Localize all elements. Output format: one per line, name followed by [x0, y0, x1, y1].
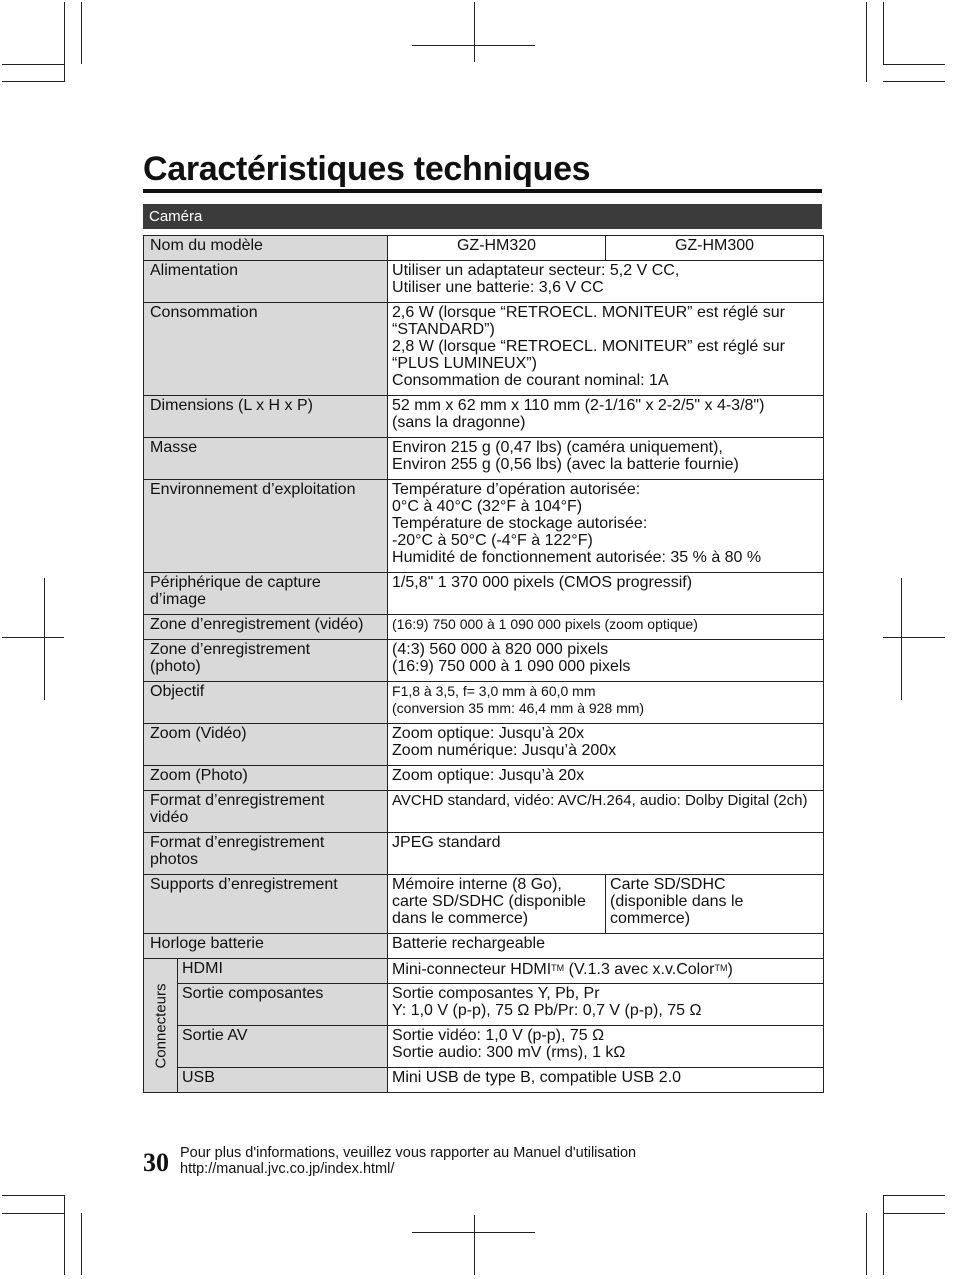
- value-line: Consommation de courant nominal: 1A: [392, 372, 669, 389]
- table-row: [144, 791, 824, 833]
- row-label: Nom du modèle: [144, 236, 388, 261]
- crop-mark: [883, 1213, 945, 1214]
- row-label: [144, 833, 388, 875]
- table-row: [144, 480, 824, 573]
- connectors-group: [144, 959, 178, 1093]
- value-text: (V.1.3 avec x.v.Color: [564, 961, 715, 978]
- crop-mark: [883, 2, 884, 64]
- crop-mark: [64, 1195, 65, 1275]
- row-value: [388, 303, 824, 396]
- row-label: [144, 640, 388, 682]
- value-line: 0°C à 40°C (32°F à 104°F): [392, 498, 583, 515]
- value-line: (conversion 35 mm: 46,4 mm à 928 mm): [392, 700, 645, 716]
- value-line: Environ 215 g (0,47 lbs) (caméra uniquement),: [392, 439, 723, 456]
- value-line: Mémoire interne (8 Go),: [392, 876, 562, 893]
- value-line: Température d’opération autorisée:: [392, 481, 641, 498]
- row-label: Sortie composantes: [178, 984, 388, 1026]
- crop-mark: [866, 2, 867, 82]
- row-label: USB: [178, 1068, 388, 1093]
- label-line: d’image: [150, 591, 207, 608]
- row-value: [388, 984, 824, 1026]
- registration-mark: [883, 637, 945, 638]
- value-line: 52 mm x 62 mm x 110 mm (2-1/16" x 2-2/5" x 4-3/8"): [392, 397, 765, 414]
- table-row: [144, 724, 824, 766]
- row-label: Supports d’enregistrement: [144, 875, 388, 934]
- table-row: [144, 875, 824, 934]
- table-row: [144, 766, 824, 791]
- row-value: Batterie rechargeable: [388, 934, 824, 959]
- row-value: (16:9) 750 000 à 1 090 000 pixels (zoom optique): [388, 615, 824, 640]
- model-gz-hm300: GZ-HM300: [606, 236, 824, 261]
- value-line: carte SD/SDHC (disponible: [392, 893, 586, 910]
- row-label: [144, 791, 388, 833]
- value-line: 2,6 W (lorsque “RETROECL. MONITEUR” est réglé sur “STANDARD”): [392, 304, 785, 338]
- table-row: [144, 303, 824, 396]
- registration-mark: [412, 45, 535, 46]
- row-value: [388, 1026, 824, 1068]
- row-value: 1/5,8" 1 370 000 pixels (CMOS progressif): [388, 573, 824, 615]
- table-row: [144, 934, 824, 959]
- table-row: [144, 833, 824, 875]
- value-line: Carte SD/SDHC: [610, 876, 726, 893]
- crop-mark: [883, 81, 945, 82]
- title-underline: [143, 189, 822, 193]
- row-value: [388, 480, 824, 573]
- value-line: Sortie vidéo: 1,0 V (p-p), 75 Ω: [392, 1027, 605, 1044]
- crop-mark: [2, 64, 64, 65]
- value-text: ): [727, 961, 733, 978]
- connectors-label: Connecteurs: [152, 982, 169, 1069]
- media-gz-hm320: [388, 875, 606, 934]
- row-value: [388, 682, 824, 724]
- table-row: [144, 1026, 824, 1068]
- model-gz-hm320: GZ-HM320: [388, 236, 606, 261]
- crop-mark: [866, 1213, 867, 1275]
- registration-mark: [2, 637, 64, 638]
- row-label: Objectif: [144, 682, 388, 724]
- value-line: (16:9) 750 000 à 1 090 000 pixels: [392, 658, 631, 675]
- registration-mark: [474, 1215, 475, 1275]
- table-row: [144, 1068, 824, 1093]
- row-label: Horloge batterie: [144, 934, 388, 959]
- label-line: Zone d’enregistrement: [150, 641, 311, 658]
- value-line: Environ 255 g (0,56 lbs) (avec la batterie fournie): [392, 456, 739, 473]
- table-row: [144, 236, 824, 261]
- value-line: (4:3) 560 000 à 820 000 pixels: [392, 641, 609, 658]
- crop-mark: [2, 81, 64, 82]
- row-label: Masse: [144, 438, 388, 480]
- row-label: Alimentation: [144, 261, 388, 303]
- value-line: Y: 1,0 V (p-p), 75 Ω Pb/Pr: 0,7 V (p-p), 75 Ω: [392, 1002, 702, 1019]
- value-line: Sortie audio: 300 mV (rms), 1 kΩ: [392, 1044, 626, 1061]
- value-line: Humidité de fonctionnement autorisée: 35 % à 80 %: [392, 549, 762, 566]
- crop-mark: [2, 1213, 64, 1214]
- row-value: JPEG standard: [388, 833, 824, 875]
- label-line: Format d’enregistrement: [150, 792, 325, 809]
- table-row: [144, 640, 824, 682]
- row-label: Zoom (Photo): [144, 766, 388, 791]
- crop-mark: [883, 1195, 884, 1275]
- row-label: Environnement d’exploitation: [144, 480, 388, 573]
- row-label: HDMI: [178, 959, 388, 984]
- footer-line: Pour plus d'informations, veuillez vous rapporter au Manuel d'utilisation: [180, 1145, 637, 1161]
- label-line: vidéo: [150, 809, 189, 826]
- crop-mark: [883, 1195, 945, 1196]
- value-line: (sans la dragonne): [392, 414, 526, 431]
- crop-mark: [2, 1195, 64, 1196]
- value-line: commerce): [610, 910, 691, 927]
- section-header: Caméra: [143, 204, 822, 229]
- value-line: Zoom numérique: Jusqu’à 200x: [392, 742, 617, 759]
- row-value: [388, 261, 824, 303]
- spec-table: [143, 235, 824, 1093]
- row-label: Sortie AV: [178, 1026, 388, 1068]
- crop-mark: [64, 2, 65, 82]
- label-line: photos: [150, 851, 199, 868]
- value-line: (disponible dans le: [610, 893, 744, 910]
- table-row: [144, 396, 824, 438]
- trademark-mark: TM: [714, 963, 728, 973]
- manual-url-link[interactable]: http://manual.jvc.co.jp/index.html/: [180, 1161, 395, 1177]
- crop-mark: [81, 2, 82, 64]
- registration-mark: [412, 1232, 535, 1233]
- row-value: [388, 438, 824, 480]
- row-value: Mini USB de type B, compatible USB 2.0: [388, 1068, 824, 1093]
- table-row: [144, 984, 824, 1026]
- page-title: Caractéristiques techniques: [143, 150, 591, 188]
- value-line: -20°C à 50°C (-4°F à 122°F): [392, 532, 593, 549]
- row-value: [388, 396, 824, 438]
- label-line: Périphérique de capture: [150, 574, 321, 591]
- value-line: dans le commerce): [392, 910, 529, 927]
- row-label: [144, 573, 388, 615]
- row-value: [388, 959, 824, 984]
- crop-mark: [883, 64, 945, 65]
- row-value: AVCHD standard, vidéo: AVC/H.264, audio: Dolby Digital (2ch): [388, 791, 824, 833]
- crop-mark: [81, 1213, 82, 1275]
- row-value: Zoom optique: Jusqu’à 20x: [388, 766, 824, 791]
- registration-mark: [901, 578, 902, 700]
- table-row: [144, 959, 824, 984]
- row-value: [388, 640, 824, 682]
- page-number: 30: [143, 1148, 169, 1177]
- registration-mark: [474, 2, 475, 62]
- table-row: [144, 261, 824, 303]
- row-label: Zone d’enregistrement (vidéo): [144, 615, 388, 640]
- row-value: [388, 724, 824, 766]
- trademark-mark: TM: [551, 963, 565, 973]
- value-line: Utiliser un adaptateur secteur: 5,2 V CC,: [392, 262, 680, 279]
- table-row: [144, 682, 824, 724]
- footer-note: [180, 1145, 636, 1177]
- table-row: [144, 573, 824, 615]
- value-line: Température de stockage autorisée:: [392, 515, 648, 532]
- label-line: (photo): [150, 658, 201, 675]
- value-line: Zoom optique: Jusqu’à 20x: [392, 725, 585, 742]
- value-line: F1,8 à 3,5, f= 3,0 mm à 60,0 mm: [392, 683, 596, 699]
- value-line: Sortie composantes Y, Pb, Pr: [392, 985, 600, 1002]
- row-label: Dimensions (L x H x P): [144, 396, 388, 438]
- media-gz-hm300: [606, 875, 824, 934]
- registration-mark: [44, 578, 45, 700]
- value-line: Utiliser une batterie: 3,6 V CC: [392, 279, 604, 296]
- table-row: [144, 438, 824, 480]
- value-line: 2,8 W (lorsque “RETROECL. MONITEUR” est réglé sur “PLUS LUMINEUX”): [392, 338, 785, 372]
- label-line: Format d’enregistrement: [150, 834, 325, 851]
- table-row: [144, 615, 824, 640]
- row-label: Consommation: [144, 303, 388, 396]
- row-label: Zoom (Vidéo): [144, 724, 388, 766]
- value-text: Mini-connecteur HDMI: [392, 961, 552, 978]
